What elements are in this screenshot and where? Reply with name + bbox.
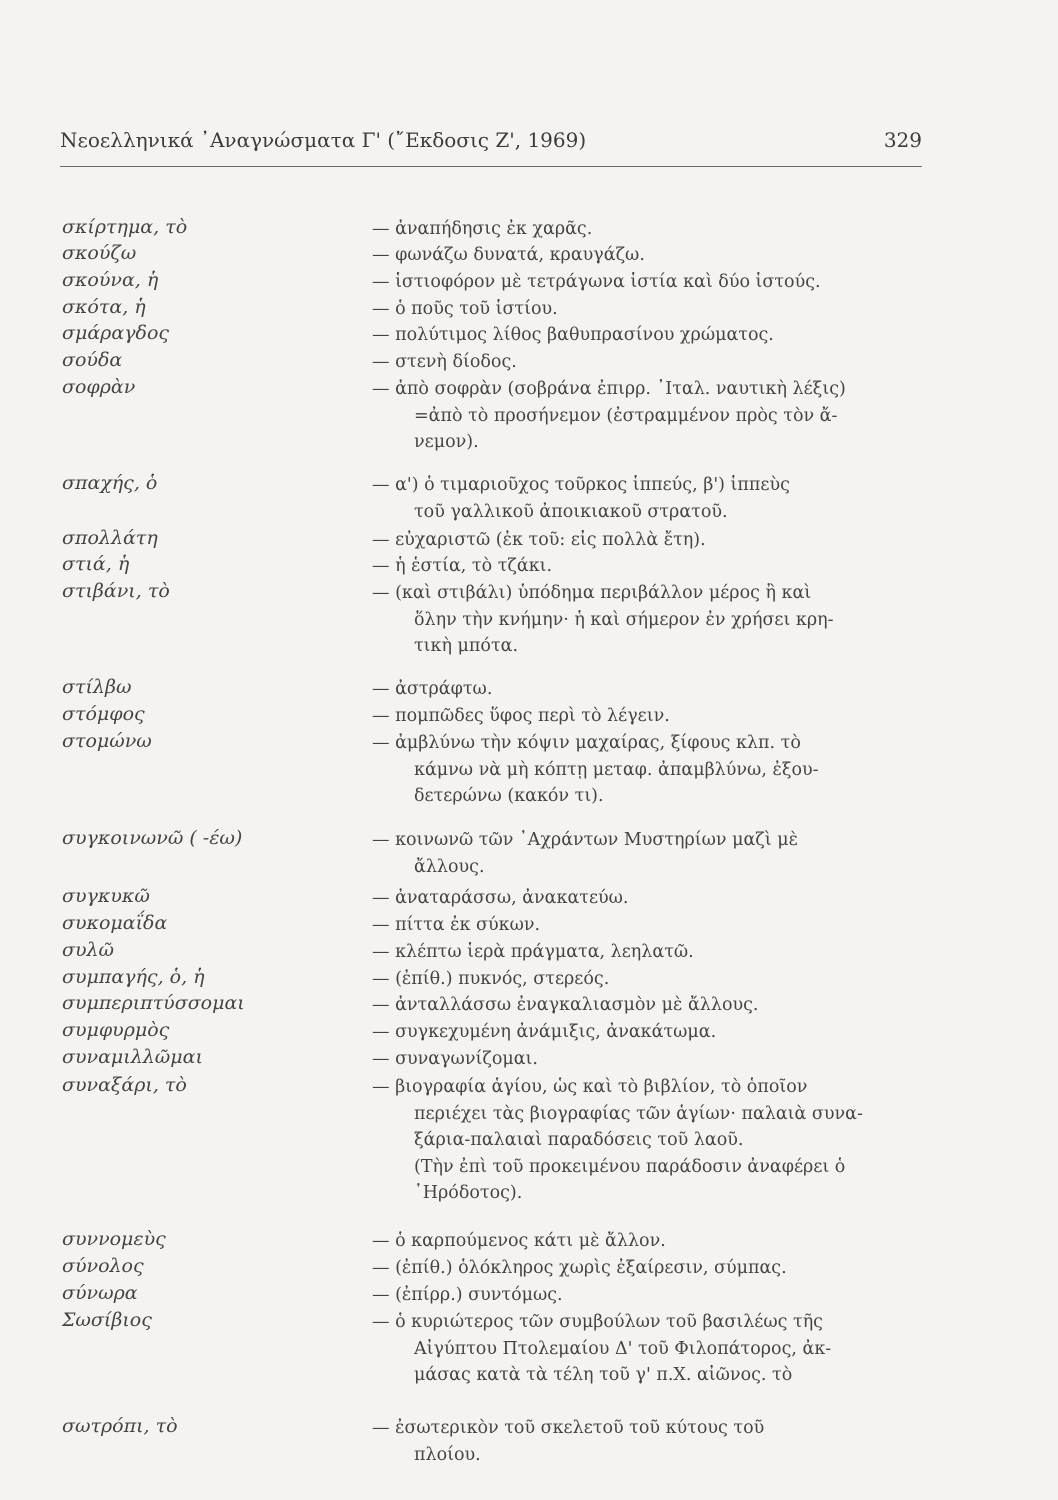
entry-definition	[372, 1282, 920, 1309]
definition-line: μάσας κατὰ τὰ τέλη τοῦ γ' π.Χ. αἰῶνος. τὸ	[414, 1365, 793, 1385]
entry-term: στίλβω	[62, 676, 132, 698]
entry-definition	[372, 242, 920, 269]
definition-line: — ἡ ἑστία, τὸ τζάκι.	[372, 556, 553, 576]
definition-line: — συγκεχυμένη ἀνάμιξις, ἀνακάτωμα.	[372, 1022, 717, 1042]
definition-line: — ἀπὸ σοφρὰν (σοβράνα ἐπιρρ. ᾿Ιταλ. ναυτικὴ λέξις)	[372, 379, 846, 399]
entry-term: συμπαγής, ὁ, ἡ	[62, 966, 205, 988]
definition-line: δετερώνω (κακόν τι).	[414, 786, 604, 806]
entry-definition	[372, 1074, 920, 1207]
definition-line: — (καὶ στιβάλι) ὑπόδημα περιβάλλον μέρος ἢ καὶ	[372, 583, 812, 603]
entry-term: σκίρτημα, τὸ	[62, 216, 188, 238]
entry-term: συννομεὺς	[62, 1228, 166, 1250]
definition-line: — πομπῶδες ὕφος περὶ τὸ λέγειν.	[372, 706, 670, 726]
definition-line: — κοινωνῶ τῶν ᾿Αχράντων Μυστηρίων μαζὶ μὲ	[372, 830, 798, 850]
definition-line: κάμνω νὰ μὴ κόπτῃ μεταφ. ἀπαμβλύνω, ἐξου-	[414, 759, 819, 780]
entry-definition	[372, 580, 920, 660]
entry-definition	[372, 1046, 920, 1073]
definition-line: νεμον).	[414, 432, 479, 452]
entry-definition	[372, 885, 920, 912]
entry-definition	[372, 703, 920, 730]
entry-term: σκούζω	[62, 242, 137, 264]
entry-term: σμάραγδος	[62, 322, 170, 344]
entry-definition	[372, 216, 920, 243]
definition-line: — φωνάζω δυνατά, κραυγάζω.	[372, 245, 645, 265]
definition-line: — στενὴ δίοδος.	[372, 352, 517, 372]
entry-term: συγκυκῶ	[62, 885, 150, 907]
entry-definition	[372, 269, 920, 296]
definition-line: — ὁ καρπούμενος κάτι μὲ ἄλλον.	[372, 1231, 666, 1251]
definition-line: — κλέπτω ἱερὰ πράγματα, λεηλατῶ.	[372, 942, 694, 962]
entry-definition	[372, 322, 920, 349]
entry-term: σκούνα, ἡ	[62, 269, 159, 291]
entry-definition	[372, 1019, 920, 1046]
entry-definition	[372, 676, 920, 703]
definition-line: ὅλην τὴν κνήμην· ἡ καὶ σήμερον ἐν χρήσει κρη-	[414, 609, 834, 630]
definition-line: — ἀμβλύνω τὴν κόψιν μαχαίρας, ξίφους κλπ. τὸ	[372, 733, 801, 753]
entry-term: συλῶ	[62, 939, 115, 961]
entry-definition	[372, 912, 920, 939]
definition-line: — πολύτιμος λίθος βαθυπρασίνου χρώματος.	[372, 325, 774, 345]
entry-term: στιβάνι, τὸ	[62, 580, 170, 602]
entry-definition	[372, 939, 920, 966]
definition-line: Αἰγύπτου Πτολεμαίου Δ' τοῦ Φιλοπάτορος, ἀκ-	[414, 1338, 832, 1359]
definition-line: τικὴ μπότα.	[414, 636, 519, 656]
definition-line: — βιογραφία ἁγίου, ὡς καὶ τὸ βιβλίον, τὸ ὁποῖον	[372, 1077, 808, 1097]
page-number: 329	[883, 128, 922, 152]
definition-line: ἄλλους.	[414, 856, 485, 877]
entry-term: συναμιλλῶμαι	[62, 1046, 203, 1068]
entry-term: σύνωρα	[62, 1282, 138, 1304]
entry-term: σοφρὰν	[62, 376, 136, 398]
definition-line: τοῦ γαλλικοῦ ἀποικιακοῦ στρατοῦ.	[414, 501, 728, 522]
entry-definition	[372, 1309, 920, 1389]
entry-term: σκότα, ἡ	[62, 296, 146, 318]
entry-definition	[372, 296, 920, 323]
definition-line: — ἀναπήδησις ἐκ χαρᾶς.	[372, 219, 593, 239]
entry-definition	[372, 966, 920, 993]
definition-line: περιέχει τὰς βιογραφίας τῶν ἁγίων· παλαιὰ συνα-	[414, 1103, 863, 1124]
definition-line: — α') ὁ τιμαριοῦχος τοῦρκος ἱππεύς, β') ἱππεὺς	[372, 475, 790, 495]
entry-term: στόμφος	[62, 703, 145, 725]
entry-definition	[372, 1415, 920, 1468]
definition-line: πλοίου.	[414, 1444, 481, 1465]
definition-line: — εὐχαριστῶ (ἐκ τοῦ: εἰς πολλὰ ἔτη).	[372, 530, 706, 550]
entry-definition	[372, 376, 920, 456]
entry-term: σύνολος	[62, 1255, 144, 1277]
entry-definition	[372, 1255, 920, 1282]
entry-definition	[372, 527, 920, 554]
definition-line: — ἀνταλλάσσω ἐναγκαλιασμὸν μὲ ἄλλους.	[372, 995, 759, 1015]
entry-term: συκομαΐδα	[62, 912, 168, 934]
entry-definition	[372, 349, 920, 376]
definition-line: — ἱστιοφόρον μὲ τετράγωνα ἱστία καὶ δύο ἱστούς.	[372, 272, 821, 292]
definition-line: — (ἐπίθ.) πυκνός, στερεός.	[372, 969, 610, 989]
definition-line: — ἀστράφτω.	[372, 679, 493, 699]
entry-term: στιά, ἡ	[62, 553, 130, 575]
entry-term: συμπεριπτύσσομαι	[62, 992, 245, 1014]
definition-line: =ἀπὸ τὸ προσήνεμον (ἐστραμμένον πρὸς τὸν ἄ-	[414, 405, 838, 426]
definition-line: — (ἐπίρρ.) συντόμως.	[372, 1285, 563, 1305]
entry-term: σούδα	[62, 349, 123, 371]
entry-term: συγκοινωνῶ ( -έω)	[62, 827, 243, 849]
definition-line: — ὁ κυριώτερος τῶν συμβούλων τοῦ βασιλέως τῆς	[372, 1312, 823, 1332]
entry-term: σπολλάτη	[62, 527, 158, 549]
entry-definition	[372, 827, 920, 880]
entry-term: σωτρόπι, τὸ	[62, 1415, 178, 1437]
entry-definition	[372, 472, 920, 525]
entry-definition	[372, 1228, 920, 1255]
entry-term: σπαχής, ὁ	[62, 472, 158, 494]
definition-line: — πίττα ἐκ σύκων.	[372, 915, 541, 935]
definition-line: — ὁ ποῦς τοῦ ἱστίου.	[372, 299, 558, 319]
entry-definition	[372, 992, 920, 1019]
entry-definition	[372, 553, 920, 580]
definition-line: ξάρια-παλαιαὶ παραδόσεις τοῦ λαοῦ.	[414, 1130, 744, 1150]
entry-definition	[372, 730, 920, 810]
definition-line: (Τὴν ἐπὶ τοῦ προκειμένου παράδοσιν ἀναφέρει ὁ	[414, 1156, 846, 1177]
definition-line: — συναγωνίζομαι.	[372, 1049, 538, 1069]
entry-term: συμφυρμὸς	[62, 1019, 170, 1041]
definition-line: — ἀναταράσσω, ἀνακατεύω.	[372, 888, 629, 908]
definition-line: ῾Ηρόδοτος).	[414, 1183, 523, 1203]
definition-line: — ἐσωτερικὸν τοῦ σκελετοῦ τοῦ κύτους τοῦ	[372, 1418, 765, 1438]
definition-line: — (ἐπίθ.) ὁλόκληρος χωρὶς ἐξαίρεσιν, σύμπας.	[372, 1258, 787, 1278]
entry-term: στομώνω	[62, 730, 152, 752]
header-title: Νεοελληνικά ᾿Αναγνώσματα Γ' (῎Εκδοσις Ζ', 1969)	[60, 128, 587, 152]
entry-term: συναξάρι, τὸ	[62, 1074, 187, 1096]
entry-term: Σωσίβιος	[62, 1309, 152, 1331]
